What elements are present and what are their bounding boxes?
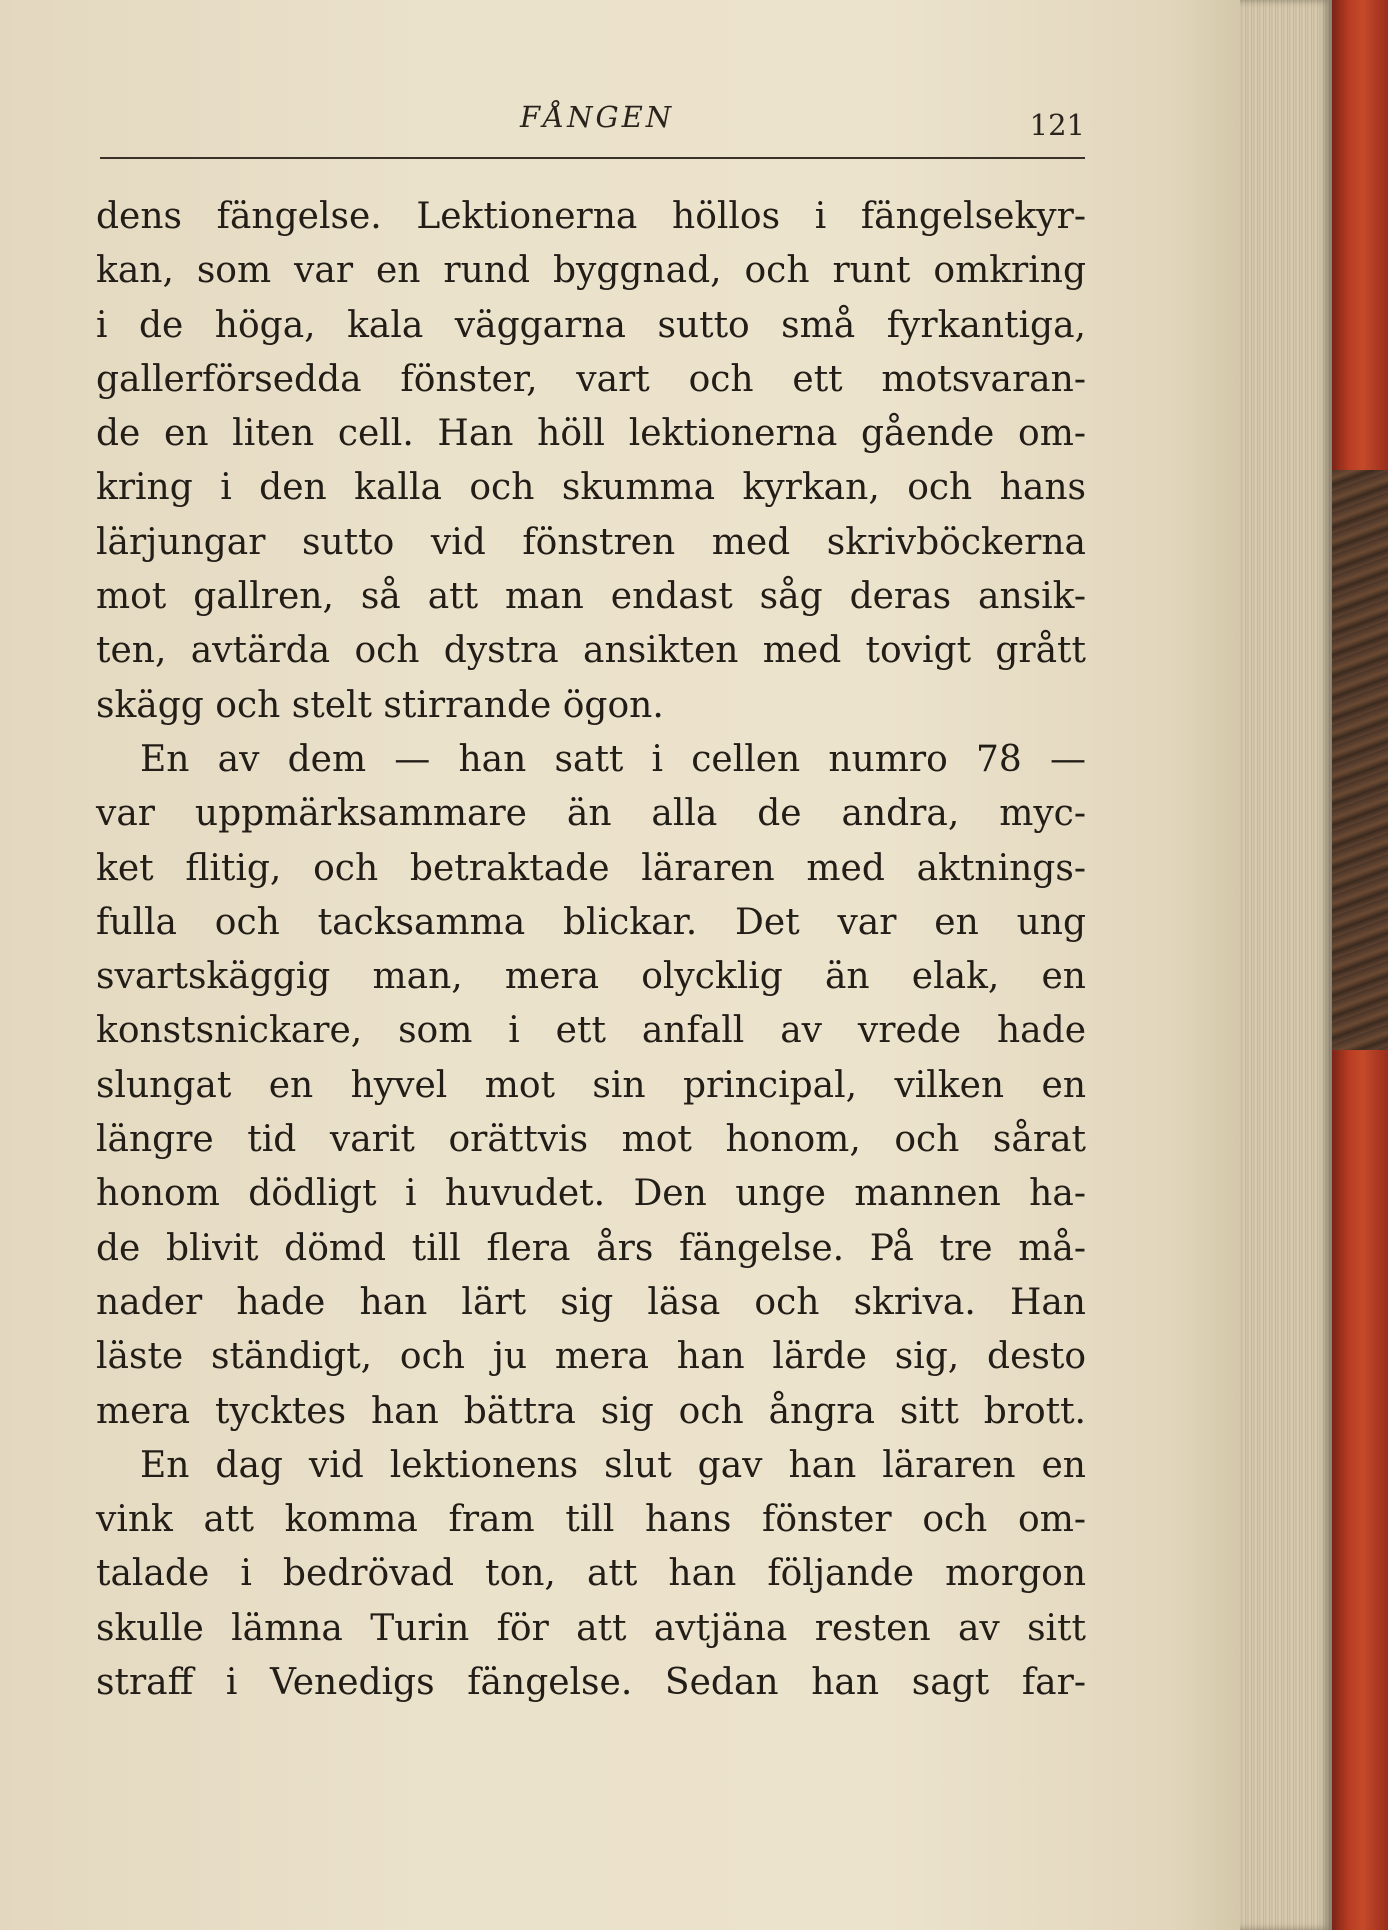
- text-line: lärjungar sutto vid fönstren med skrivböckerna: [96, 521, 1086, 563]
- text-line: i de höga, kala väggarna sutto små fyrkantiga,: [96, 304, 1086, 346]
- text-line: de blivit dömd till flera års fängelse. På tre må-: [96, 1227, 1086, 1269]
- text-line: gallerförsedda fönster, vart och ett motsvaran-: [96, 358, 1086, 400]
- text-line: mera tycktes han bättra sig och ångra sitt brott.: [96, 1390, 1086, 1432]
- text-line: nader hade han lärt sig läsa och skriva. Han: [96, 1281, 1086, 1323]
- text-line: mot gallren, så att man endast såg deras ansik-: [96, 576, 1086, 618]
- text-line: skulle lämna Turin för att avtjäna resten av sitt: [96, 1607, 1086, 1649]
- page-number: 121: [1029, 108, 1085, 142]
- text-line: de en liten cell. Han höll lektionerna gående om-: [96, 413, 1086, 455]
- spine-band: [1332, 470, 1388, 1050]
- text-line: svartskäggig man, mera olycklig än elak, en: [96, 956, 1086, 998]
- text-line: honom dödligt i huvudet. Den unge mannen ha-: [96, 1173, 1086, 1215]
- text-line: kring i den kalla och skumma kyrkan, och hans: [96, 467, 1086, 509]
- text-line: talade i bedrövad ton, att han följande morgon: [96, 1553, 1086, 1595]
- body-text: [96, 190, 1086, 1710]
- text-line: straff i Venedigs fängelse. Sedan han sagt far-: [96, 1662, 1086, 1704]
- text-line: vink att komma fram till hans fönster och om-: [96, 1499, 1086, 1541]
- text-line: ket flitig, och betraktade läraren med aktnings-: [96, 847, 1086, 889]
- text-line: längre tid varit orättvis mot honom, och sårat: [96, 1119, 1086, 1161]
- text-line: skägg och stelt stirrande ögon.: [96, 684, 664, 726]
- text-line: En av dem — han satt i cellen numro 78 —: [140, 738, 1086, 780]
- text-line: slungat en hyvel mot sin principal, vilken en: [96, 1064, 1086, 1106]
- text-line: konstsnickare, som i ett anfall av vrede hade: [96, 1010, 1086, 1052]
- text-line: En dag vid lektionens slut gav han läraren en: [140, 1444, 1086, 1486]
- text-line: var uppmärksammare än alla de andra, myc-: [96, 793, 1086, 835]
- text-line: ten, avtärda och dystra ansikten med tovigt grått: [96, 630, 1086, 672]
- header-rule: [100, 157, 1085, 159]
- page-header: [100, 100, 1085, 160]
- text-line: dens fängelse. Lektionerna höllos i fängelsekyr-: [96, 196, 1086, 237]
- page-edges: [1240, 0, 1332, 1930]
- running-title: FÅNGEN: [520, 100, 675, 134]
- text-line: läste ständigt, och ju mera han lärde sig, desto: [96, 1336, 1086, 1378]
- text-line: fulla och tacksamma blickar. Det var en ung: [96, 901, 1086, 943]
- text-line: kan, som var en rund byggnad, och runt omkring: [96, 250, 1086, 292]
